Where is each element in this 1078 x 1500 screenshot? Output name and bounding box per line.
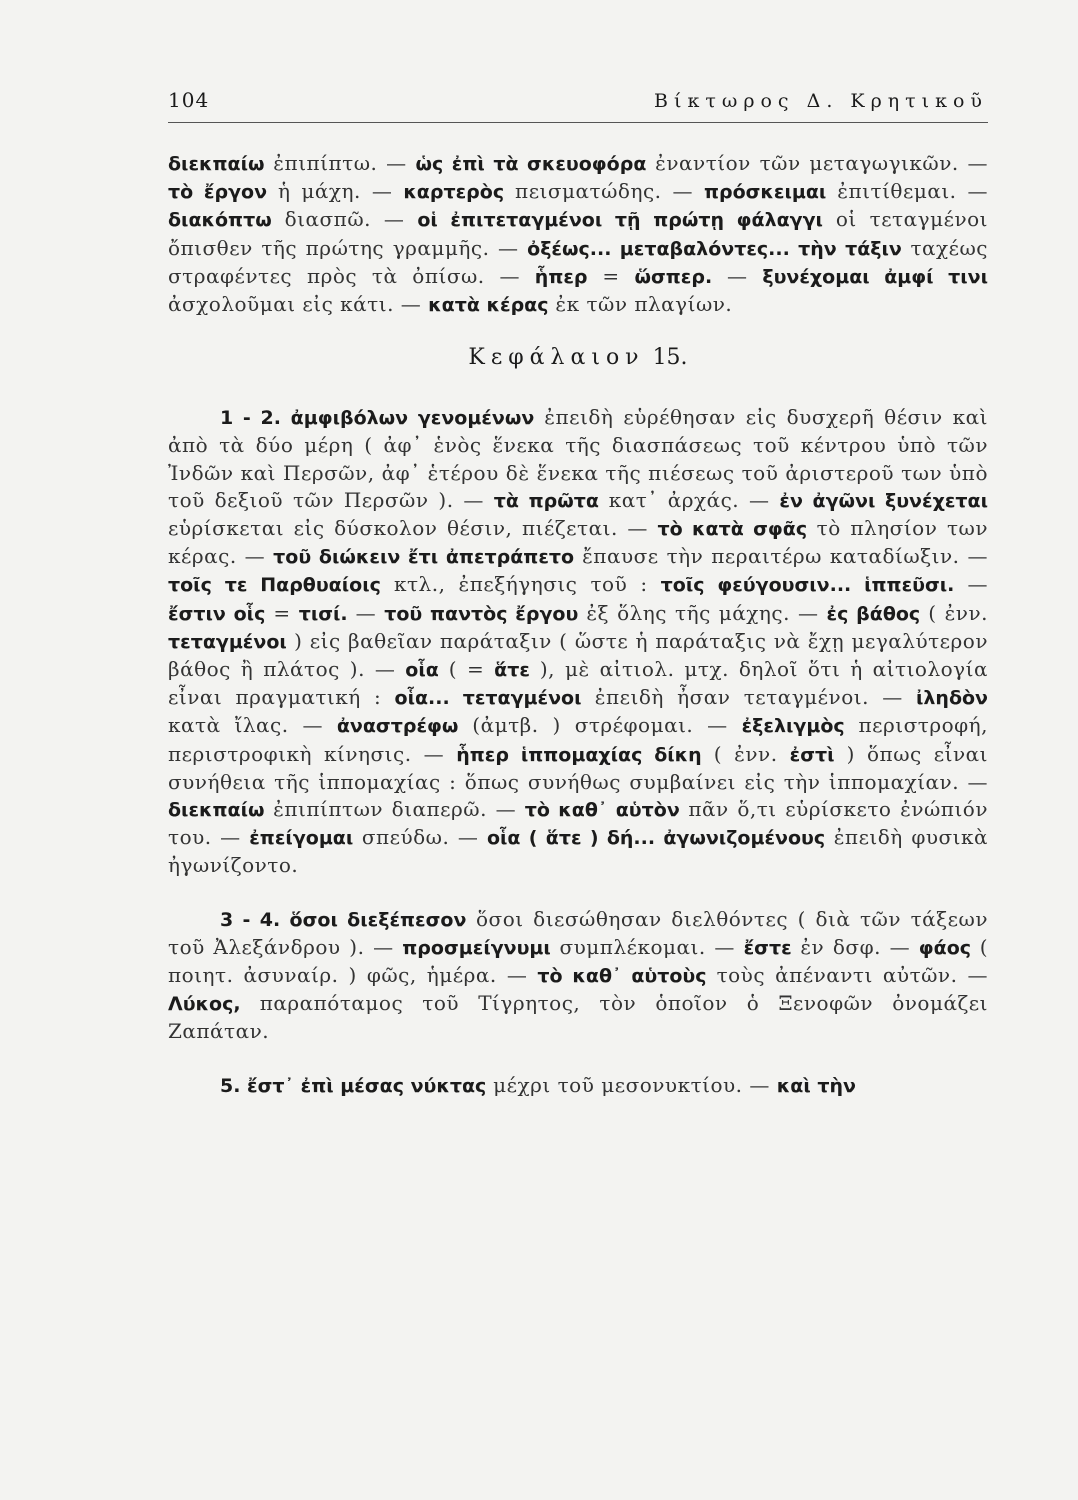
gloss-text: οἱ τεταγμένοι ὄπισθεν τῆς πρώτης γραμμῆς. — <box>168 207 988 260</box>
lemma-term: φάος <box>918 936 972 959</box>
lemma-term: 3 - 4. ὅσοι διεξέπεσον <box>220 908 467 931</box>
gloss-text: ἐπιπίπτω. — <box>264 151 416 175</box>
lemma-term: οἷα... τεταγμένοι <box>394 687 582 710</box>
gloss-text: κατὰ ἴλας. — <box>168 713 337 738</box>
gloss-text: εὑρίσκεται εἰς δύσκολον θέσιν, πιέζεται. — <box>168 516 658 541</box>
gloss-text: παραπόταμος τοῦ Τίγρητος, τὸν ὁποῖον ὁ Ξενοφῶν ὀνομάζει Ζαπάταν. <box>168 991 988 1044</box>
lemma-term: ὡς ἐπὶ τὰ σκευοφόρα <box>415 153 647 175</box>
lemma-term: ξυνέχομαι ἀμφί τινι <box>762 265 988 288</box>
lemma-term: τὸ καθ᾽ αὑτοὺς <box>537 965 707 988</box>
lemma-term: ἐστὶ <box>789 743 835 766</box>
lemma-term: ἀναστρέφω <box>336 715 459 738</box>
gloss-text: πεισματώδης. — <box>504 179 704 204</box>
gloss-text: ( ποιητ. ἀσυναίρ. ) φῶς, ἡμέρα. — <box>168 934 989 988</box>
lemma-term: τοῦ παντὸς ἔργου <box>384 602 579 625</box>
gloss-text: ἐκ τῶν πλαγίων. <box>548 292 733 317</box>
gloss-text: ἐν δσφ. — <box>791 934 919 959</box>
commentary-body <box>168 150 988 1126</box>
gloss-text: — <box>347 600 385 625</box>
chapter-number: 15. <box>652 345 688 371</box>
gloss-text: κτλ., ἐπεξήγησις τοῦ : <box>380 572 661 597</box>
lemma-term: ὥσπερ. <box>634 265 713 288</box>
gloss-text: ( ἐνν. <box>920 600 988 625</box>
lemma-term: οἷα <box>405 659 439 682</box>
lemma-term: ὀξέως... μεταβαλόντες... τὴν τάξιν <box>527 237 902 260</box>
paragraph-gloss-intro <box>168 150 988 319</box>
lemma-term: τὸ κατὰ σφᾶς <box>657 518 808 541</box>
gloss-text: ἐπειδὴ εὑρέθησαν εἰς δυσχερῆ θέσιν καὶ ἀπὸ τὰ δύο μέρη ( ἀφ᾽ ἑνὸς ἕνεκα τῆς διασπάσεως τοῦ κέντρου ὑπὸ τῶν Ἰνδῶν καὶ Περσῶν, ἀφ᾽ ἑτέρου δὲ ἕνεκα τῆς πιέσεως τοῦ ἀριστεροῦ των ὑπὸ τοῦ δεξιοῦ τῶν Περσῶν ). — <box>168 405 989 512</box>
chapter-title: Κεφάλαιον <box>468 345 645 371</box>
running-head: Βίκτωρος Δ. Κρητικοῦ <box>654 90 988 112</box>
gloss-text: μέχρι τοῦ μεσονυκτίου. — <box>486 1072 777 1097</box>
gloss-text: συμπλέκομαι. — <box>550 934 744 959</box>
paragraph-sections-1-2 <box>168 404 988 879</box>
gloss-text: ἡ μάχη. — <box>267 179 404 204</box>
gloss-text: ἔπαυσε τὴν περαιτέρω καταδίωξιν. — <box>574 544 988 569</box>
lemma-term: τὰ πρῶτα <box>493 489 599 512</box>
lemma-term: πρόσκειμαι <box>703 181 827 204</box>
gloss-text: ἐπιτίθεμαι. — <box>826 179 988 204</box>
gloss-text: περιστροφή, περιστροφικὴ κίνησις. — <box>168 713 989 766</box>
paragraph-sections-3-4 <box>168 906 988 1046</box>
lemma-term: τὸ καθ᾽ αὑτὸν <box>524 799 680 822</box>
gloss-text: — <box>712 263 763 288</box>
lemma-term: κατὰ κέρας <box>428 294 549 317</box>
lemma-term: οἷα ( ἅτε ) δή... ἀγωνιζομένους <box>486 827 826 850</box>
lemma-term: τεταγμένοι <box>168 630 287 653</box>
gloss-text: κατ᾽ ἀρχάς. — <box>598 487 780 512</box>
gloss-text: ταχέως στραφέντες πρὸς τὰ ὀπίσω. — <box>168 235 989 288</box>
gloss-text: ) εἰς βαθεῖαν παράταξιν ( ὥστε ἡ παράταξις νὰ ἔχῃ μεγαλύτερον βάθος ἢ πλάτος ). — <box>168 628 988 682</box>
lemma-term: ἔστιν οἷς <box>168 602 266 625</box>
gloss-text: = <box>265 600 299 625</box>
gloss-text: τὸ πλησίον των κέρας. — <box>168 516 988 569</box>
lemma-term: τοῖς τε Παρθυαίοις <box>168 574 381 597</box>
lemma-term: τὸ ἔργον <box>168 181 268 204</box>
gloss-text: ἀσχολοῦμαι εἰς κάτι. — <box>168 292 429 317</box>
gloss-text: ἐναντίον τῶν μεταγωγικῶν. — <box>646 151 989 175</box>
lemma-term: προσμείγνυμι <box>402 936 551 959</box>
lemma-term: ἧπερ <box>534 265 588 288</box>
lemma-term: ἐπείγομαι <box>249 827 354 850</box>
lemma-term: οἱ ἐπιτεταγμένοι τῇ πρώτῃ φάλαγγι <box>417 209 823 232</box>
gloss-text: ἐξ ὅλης τῆς μάχης. — <box>578 600 827 625</box>
gloss-text: ὅσοι διεσώθησαν διελθόντες ( διὰ τῶν τάξεων τοῦ Ἀλεξάνδρου ). — <box>168 906 988 959</box>
lemma-term: ἧπερ ἱππομαχίας δίκη <box>456 743 702 766</box>
gloss-text: ( ἐνν. <box>701 741 790 766</box>
gloss-text: σπεύδω. — <box>353 825 487 850</box>
lemma-term: τοῦ διώκειν ἔτι ἀπετράπετο <box>273 546 575 569</box>
gloss-text: (ἀμτβ. ) στρέφομαι. — <box>458 713 742 738</box>
lemma-term: τισί. <box>298 602 348 625</box>
lemma-term: 1 - 2. ἀμφιβόλων γενομένων <box>220 407 535 430</box>
page-header <box>168 88 988 123</box>
lemma-term: διεκπαίω <box>168 799 265 822</box>
gloss-text: ( = <box>438 657 495 682</box>
gloss-text: ἐπιπίπτων διαπερῶ. — <box>264 797 525 822</box>
gloss-text: = <box>587 263 635 288</box>
lemma-term: τοῖς φεύγουσιν... ἱππεῦσι. <box>660 574 955 597</box>
gloss-text: — <box>954 572 988 597</box>
lemma-term: ἅτε <box>494 659 530 682</box>
lemma-term: ἐξελιγμὸς <box>741 715 845 738</box>
gloss-text: τοὺς ἀπέναντι αὐτῶν. — <box>706 963 989 988</box>
lemma-term: διακόπτω <box>168 209 272 232</box>
lemma-term: ἔστε <box>743 936 792 959</box>
lemma-term: καὶ τὴν <box>776 1074 856 1097</box>
lemma-term: ἐν ἀγῶνι ξυνέχεται <box>779 489 988 512</box>
lemma-term: διεκπαίω <box>168 153 265 175</box>
gloss-text: ) ὅπως εἶναι συνήθεια τῆς ἱππομαχίας : ὅπως συνήθως συμβαίνει εἰς τὴν ἱππομαχίαν. — <box>168 741 989 794</box>
lemma-term: καρτερὸς <box>403 181 505 204</box>
gloss-text: πᾶν ὅ,τι εὑρίσκετο ἐνώπιόν του. — <box>168 797 988 850</box>
lemma-term: ἰληδὸν <box>916 687 989 710</box>
gloss-text: ἐπειδὴ φυσικὰ ἠγωνίζοντο. <box>168 825 989 878</box>
gloss-text: ἐπειδὴ ἦσαν τεταγμένοι. — <box>581 685 916 710</box>
gloss-text: ), μὲ αἰτιολ. μτχ. δηλοῖ ὅτι ἡ αἰτιολογία εἶναι πραγματική : <box>168 657 988 710</box>
lemma-term: Λύκος, <box>168 993 241 1016</box>
gloss-text: διασπῶ. — <box>271 207 418 232</box>
chapter-heading <box>168 345 988 370</box>
lemma-term: 5. ἔστ᾽ ἐπὶ μέσας νύκτας <box>220 1074 487 1097</box>
page-number: 104 <box>168 88 210 112</box>
lemma-term: ἐς βάθος <box>826 602 921 625</box>
paragraph-section-5 <box>168 1072 988 1100</box>
